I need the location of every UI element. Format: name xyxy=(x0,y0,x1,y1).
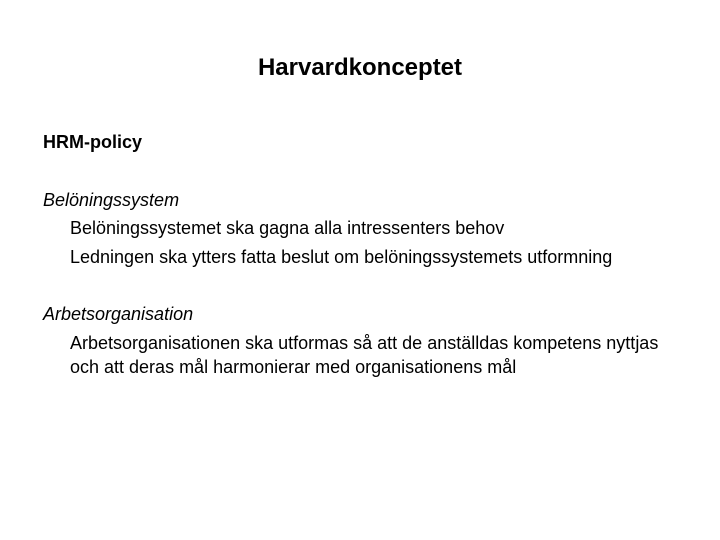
section-heading-beloningssystem: Belöningssystem xyxy=(43,190,180,210)
beloningssystem-point-1: Belöningssystemet ska gagna alla intressenters behov xyxy=(70,218,505,238)
beloningssystem-point-2: Ledningen ska ytters fatta beslut om belöningssystemets utformning xyxy=(70,247,613,267)
section-heading-arbetsorganisation: Arbetsorganisation xyxy=(43,304,194,324)
section-heading-hrm-policy: HRM-policy xyxy=(43,132,142,152)
arbetsorganisation-point-1: Arbetsorganisationen ska utformas så att de anställdas kompetens nyttjas och att deras mål harmonierar med organisationens mål xyxy=(70,333,659,377)
slide-title: Harvardkonceptet xyxy=(257,54,463,81)
